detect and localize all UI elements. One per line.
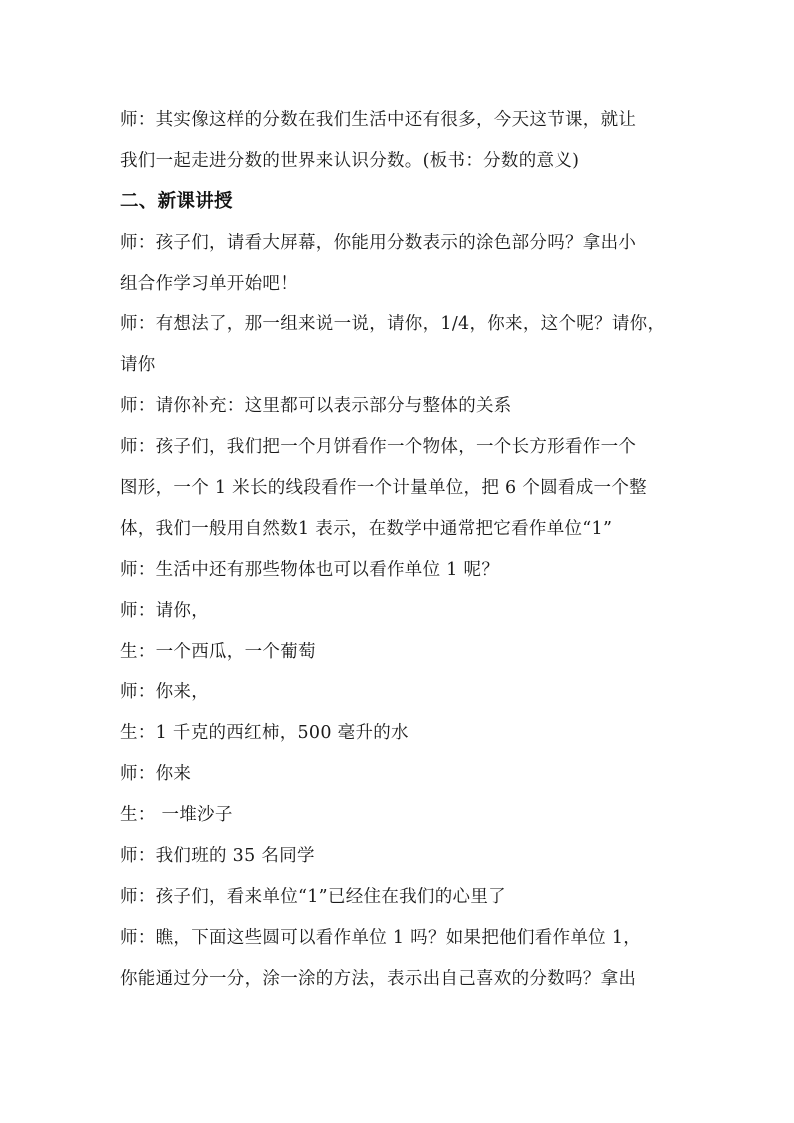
- text-line: 我们一起走进分数的世界来认识分数。(板书：分数的意义): [120, 150, 580, 171]
- text-line: 师：生活中还有那些物体也可以看作单位 1 呢？: [120, 559, 500, 580]
- text-line: 你能通过分一分，涂一涂的方法，表示出自己喜欢的分数吗？拿出: [120, 968, 637, 989]
- text-line: 师：请你，: [120, 600, 209, 621]
- text-line: 图形，一个 1 米长的线段看作一个计量单位，把 6 个圆看成一个整: [120, 478, 647, 499]
- text-line: 师：请你补充：这里都可以表示部分与整体的关系: [120, 396, 512, 417]
- text-line: 师：我们班的 35 名同学: [120, 846, 315, 867]
- text-line: 体，我们一般用自然数1 表示，在数学中通常把它看作单位“1”: [120, 518, 613, 539]
- text-line: 师：其实像这样的分数在我们生活中还有很多，今天这节课，就让: [120, 110, 637, 130]
- text-line: 生：1 千克的西红柿，500 毫升的水: [120, 723, 409, 744]
- text-line: 师：孩子们，看来单位“1”已经住在我们的心里了: [120, 886, 506, 907]
- text-line: 组合作学习单开始吧！: [120, 273, 298, 294]
- text-line: 请你: [120, 355, 156, 376]
- lesson-transcript: [120, 100, 680, 1000]
- section-heading: 二、新课讲授: [120, 190, 233, 212]
- text-line: 师：有想法了，那一组来说一说，请你，1/4，你来，这个呢？请你，: [120, 314, 666, 335]
- text-line: 师：孩子们，我们把一个月饼看作一个物体，一个长方形看作一个: [120, 437, 637, 458]
- text-line: 师：你来，: [120, 682, 209, 703]
- text-line: 师：你来: [120, 764, 192, 785]
- text-line: 生： 一堆沙子: [120, 805, 233, 826]
- text-line: 师：瞧，下面这些圆可以看作单位 1 吗？如果把他们看作单位 1，: [120, 927, 642, 948]
- text-line: 生：一个西瓜，一个葡萄: [120, 641, 316, 662]
- text-line: 师：孩子们，请看大屏幕，你能用分数表示的涂色部分吗？拿出小: [120, 232, 637, 253]
